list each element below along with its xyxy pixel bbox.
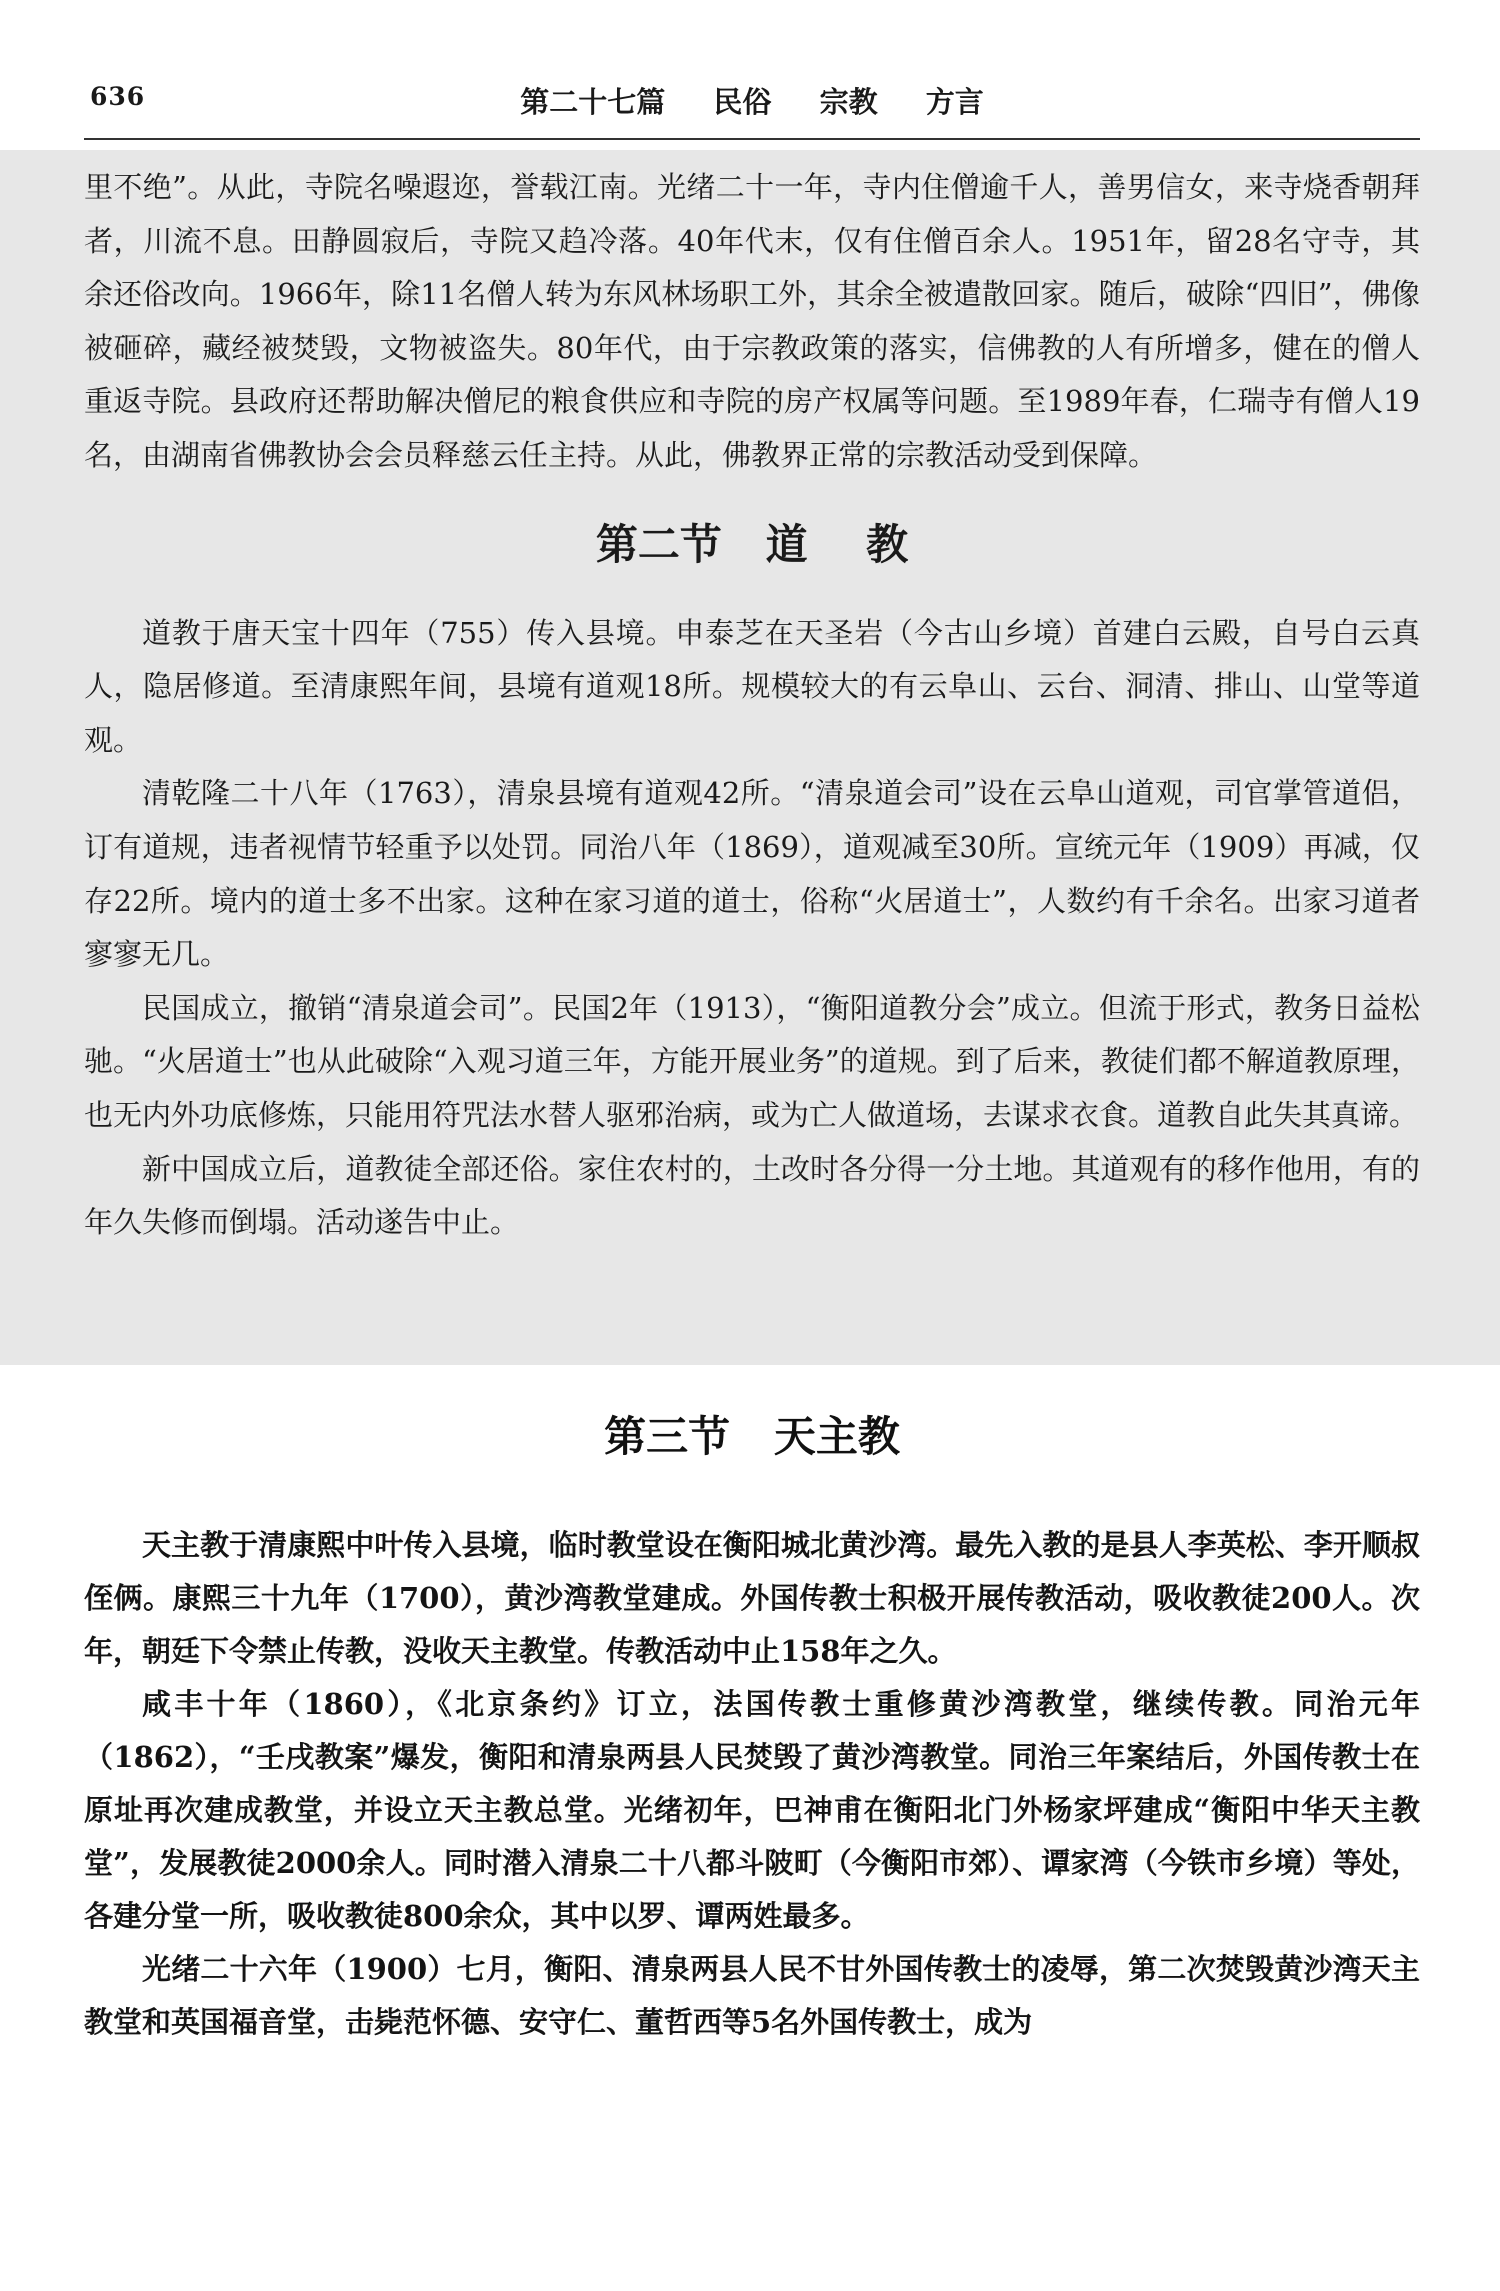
paragraph: 清乾隆二十八年（1763），清泉县境有道观42所。“清泉道会司”设在云阜山道观，司官掌管道侣，订有道规，违者视情节轻重予以处罚。同治八年（1869），道观减至30所。宣统元年（1909）再减，仅存22所。境内的道士多不出家。这种在家习道的道士，俗称“火居道士”，人数约有千余名。出家习道者寥寥无几。 [84, 776, 1420, 972]
paragraph: 光绪二十六年（1900）七月，衡阳、清泉两县人民不甘外国传教士的凌辱，第二次焚毁黄沙湾天主教堂和英国福音堂，击毙范怀德、安守仁、董哲西等5名外国传教士，成为 [84, 1952, 1420, 2039]
section-title-taoism: 第二节 道 教 [595, 519, 909, 569]
continued-paragraph: 里不绝”。从此，寺院名噪遐迩，誉载江南。光绪二十一年，寺内住僧逾千人，善男信女，来寺烧香朝拜者，川流不息。田静圆寂后，寺院又趋冷落。40年代末，仅有住僧百余人。1951年，留28名守寺，其余还俗改向。1966年，除11名僧人转为东风林场职工外，其余全被遣散回家。随后，破除“四旧”，佛像被砸碎，藏经被焚毁，文物被盗失。80年代，由于宗教政策的落实，信佛教的人有所增多，健在的僧人重返寺院。县政府还帮助解决僧尼的粮食供应和寺院的房产权属等问题。至1989年春，仁瑞寺有僧人19名，由湖南省佛教协会会员释慈云任主持。从此，佛教界正常的宗教活动受到保障。 [84, 170, 1420, 472]
running-title: 第二十七篇 民俗 宗教 方言 [520, 85, 984, 119]
paragraph: 道教于唐天宝十四年（755）传入县境。申泰芝在天圣岩（今古山乡境）首建白云殿，自号白云真人，隐居修道。至清康熙年间，县境有道观18所。规模较大的有云阜山、云台、洞清、排山、山堂等道观。 [84, 615, 1420, 757]
paragraph: 新中国成立后，道教徒全部还俗。家住农村的，土改时各分得一分土地。其道观有的移作他用，有的年久失修而倒塌。活动遂告中止。 [84, 1151, 1420, 1240]
paragraph: 咸丰十年（1860），《北京条约》订立，法国传教士重修黄沙湾教堂，继续传教。同治元年（1862），“壬戌教案”爆发，衡阳和清泉两县人民焚毁了黄沙湾教堂。同治三年案结后，外国传教士在原址再次建成教堂，并设立天主教总堂。光绪初年，巴神甫在衡阳北门外杨家坪建成“衡阳中华天主教堂”，发展教徒2000余人。同时潜入清泉二十八都斗陂町（今衡阳市郊）、谭家湾（今铁市乡境）等处，各建分堂一所，吸收教徒800余众，其中以罗、谭两姓最多。 [84, 1687, 1420, 1933]
paragraph: 民国成立，撤销“清泉道会司”。民国2年（1913），“衡阳道教分会”成立。但流于形式，教务日益松驰。“火居道士”也从此破除“入观习道三年，方能开展业务”的道规。到了后来，教徒们都不解道教原理，也无内外功底修炼，只能用符咒法水替人驱邪治病，或为亡人做道场，去谋求衣食。道教自此失其真谛。 [84, 990, 1420, 1132]
header-rule [84, 138, 1420, 140]
lower-text-block [84, 1407, 1420, 2049]
upper-text-block [84, 161, 1420, 1250]
page-number: 636 [90, 82, 146, 111]
section-title-catholicism: 第三节 天主教 [604, 1412, 900, 1461]
paragraph: 天主教于清康熙中叶传入县境，临时教堂设在衡阳城北黄沙湾。最先入教的是县人李英松、李开顺叔侄俩。康熙三十九年（1700），黄沙湾教堂建成。外国传教士积极开展传教活动，吸收教徒200人。次年，朝廷下令禁止传教，没收天主教堂。传教活动中止158年之久。 [84, 1528, 1420, 1668]
page-header [84, 78, 1420, 138]
